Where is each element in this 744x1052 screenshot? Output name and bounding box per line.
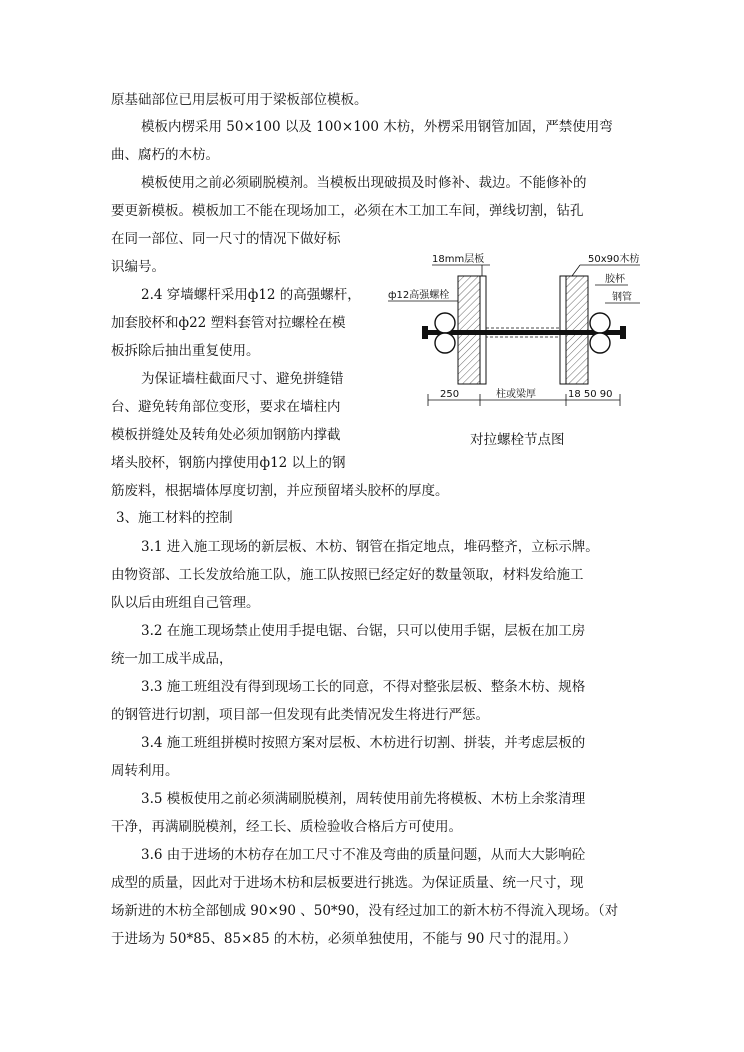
- paragraph-line: 统一加工成半成品，: [111, 651, 233, 667]
- paragraph-line: 3.1 进入施工现场的新层板、木枋、钢管在指定地点，堆码整齐，立标示牌。: [141, 539, 599, 555]
- paragraph-line: 原基础部位已用层板可用于梁板部位模板。: [111, 92, 368, 108]
- section-heading: 3、施工材料的控制: [116, 510, 233, 526]
- paragraph-line: 3.6 由于进场的木枋存在加工尺寸不准及弯曲的质量问题，从而大大影响砼: [141, 847, 586, 863]
- paragraph-line: 场新进的木枋全部刨成 90×90 、50*90，没有经过加工的新木枋不得流入现场。（对: [111, 903, 619, 919]
- paragraph-line: 的钢管进行切割，项目部一但发现有此类情况发生将进行严惩。: [111, 707, 489, 723]
- paragraph-line: 为保证墙柱截面尺寸、避免拼缝错: [141, 371, 344, 387]
- label-bolt: ф12高强螺栓: [388, 290, 450, 301]
- paragraph-line: 成型的质量，因此对于进场木枋和层板要进行挑选。为保证质量、统一尺寸，现: [111, 875, 584, 891]
- steel-pipe: [590, 313, 610, 333]
- figure-caption: 对拉螺栓节点图: [470, 432, 565, 448]
- label-cup: 胶杯: [605, 274, 625, 285]
- steel-pipe: [435, 313, 455, 333]
- paragraph-line: 队以后由班组自己管理。: [111, 595, 260, 611]
- paragraph-line: 板拆除后抽出重复使用。: [111, 343, 260, 359]
- paragraph-line: 台、避免转角部位变形，要求在墙柱内: [111, 399, 341, 415]
- paragraph-line: 识编号。: [111, 259, 165, 275]
- nut: [422, 326, 428, 339]
- leader-line: [572, 265, 580, 276]
- paragraph-line: 于进场为 50*85、85×85 的木枋，必须单独使用，不能与 90 尺寸的混用。）: [111, 931, 577, 947]
- paragraph-line: 2.4 穿墙螺杆采用ф12 的高强螺杆，: [141, 287, 361, 303]
- paragraph-line: 模板拼缝处及转角处必须加钢筋内撑截: [111, 427, 341, 443]
- paragraph-line: 在同一部位、同一尺寸的情况下做好标: [111, 231, 341, 247]
- dim-section-label: 柱或梁厚: [496, 389, 536, 400]
- steel-pipe: [435, 333, 455, 353]
- paragraph-line: 堵头胶杯，钢筋内撑使用ф12 以上的钢: [111, 455, 346, 471]
- paragraph-line: 3.3 施工班组没有得到现场工长的同意，不得对整张层板、整条木枋、规格: [141, 679, 586, 695]
- paragraph-line: 模板内楞采用 50×100 以及 100×100 木枋，外楞采用钢管加固，严禁使用弯: [141, 119, 613, 135]
- paragraph-line: 3.2 在施工现场禁止使用手提电锯、台锯，只可以使用手锯，层板在加工房: [141, 623, 586, 639]
- paragraph-line: 加套胶杯和ф22 塑料套管对拉螺栓在模: [111, 315, 346, 331]
- tie-bolt: [428, 330, 620, 335]
- tie-bolt-node-diagram: [388, 248, 648, 448]
- label-timber: 50x90木枋: [588, 254, 640, 265]
- label-pipe: 钢管: [612, 292, 632, 303]
- steel-pipe: [590, 333, 610, 353]
- paragraph-line: 干净，再满刷脱模剂，经工长、质检验收合格后方可使用。: [111, 819, 462, 835]
- paragraph-line: 周转利用。: [111, 763, 179, 779]
- paragraph-line: 3.4 施工班组拼模时按照方案对层板、木枋进行切割、拼装，并考虑层板的: [141, 735, 586, 751]
- dim-right-value: 18 50 90: [568, 389, 613, 400]
- paragraph-line: 曲、腐朽的木枋。: [111, 147, 219, 163]
- paragraph-line: 筋废料，根据墙体厚度切割，并应预留堵头胶杯的厚度。: [111, 483, 449, 499]
- label-plywood: 18mm层板: [432, 254, 485, 265]
- paragraph-line: 模板使用之前必须刷脱模剂。当模板出现破损及时修补、裁边。不能修补的: [141, 175, 587, 191]
- paragraph-line: 要更新模板。模板加工不能在现场加工，必须在木工加工车间，弹线切割，钻孔: [111, 203, 584, 219]
- paragraph-line: 由物资部、工长发放给施工队，施工队按照已经定好的数量领取，材料发给施工: [111, 567, 584, 583]
- paragraph-line: 3.5 模板使用之前必须满刷脱模剂，周转使用前先将模板、木枋上余浆清理: [141, 791, 586, 807]
- dim-left-value: 250: [440, 389, 460, 400]
- nut: [620, 326, 626, 339]
